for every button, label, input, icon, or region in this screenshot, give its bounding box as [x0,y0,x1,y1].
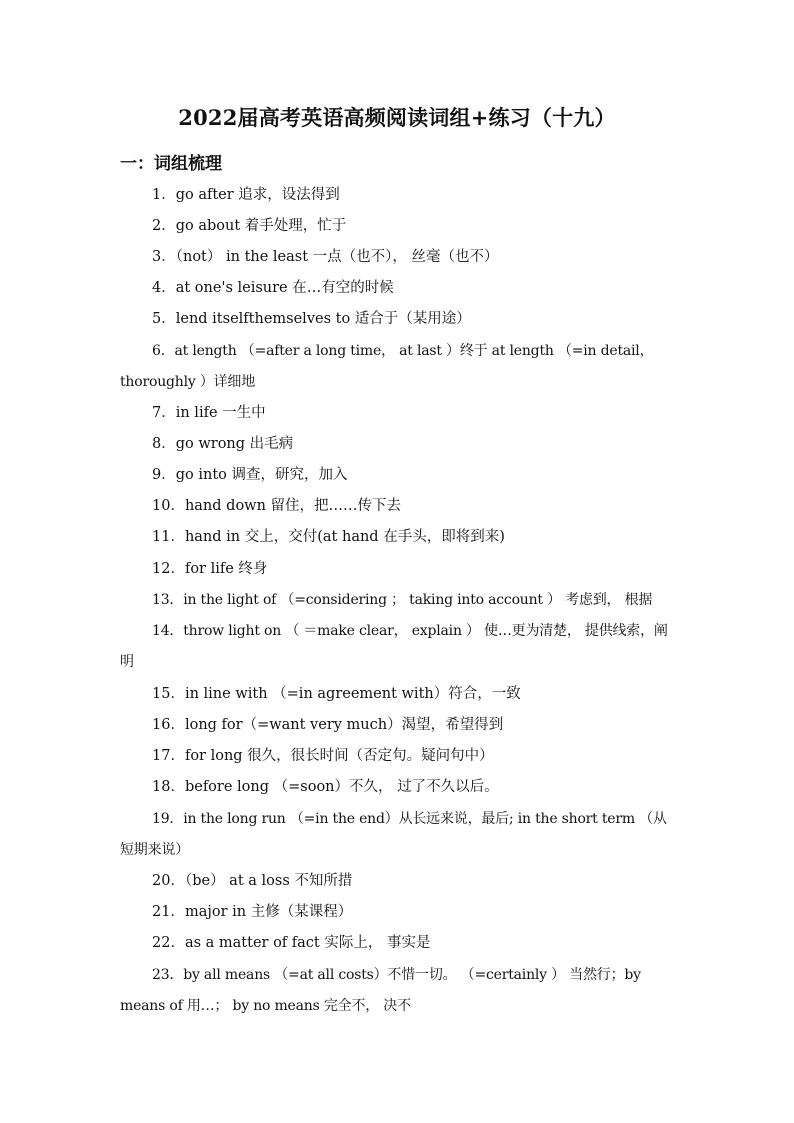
list-item: 18．before long （=soon）不久， 过了不久以后。 [152,779,499,795]
list-item: 15．in line with （=in agreement with）符合，一致 [152,686,521,702]
section-heading: 一：词组梳理 [120,154,222,174]
list-item: 10．hand down 留住，把……传下去 [152,498,402,514]
list-item: 1．go after 追求，设法得到 [152,187,340,203]
list-item: 16．long for（=want very much）渴望，希望得到 [152,717,504,733]
list-item: 19．in the long run （=in the end）从长远来说，最后; in the short term （从短期来说） [120,811,667,858]
list-item: 20．（be） at a loss 不知所措 [152,873,353,889]
list-item: 5．lend itselfthemselves to 适合于（某用途） [152,311,471,327]
list-item: 4．at one's leisure 在…有空的时候 [152,280,394,296]
list-item: 23．by all means （=at all costs）不惜一切。 （=certainly ） 当然行；by means of 用…； by no means 完全不， 决不 [120,967,641,1014]
list-item: 17．for long 很久，很长时间（否定句。疑问句中） [152,748,494,764]
list-item: 14．throw light on （ ＝make clear， explain ） 使…更为清楚， 提供线索，阐明 [120,623,668,670]
list-item: 22．as a matter of fact 实际上， 事实是 [152,935,431,951]
list-item: 21．major in 主修（某课程） [152,904,353,920]
list-item: 12．for life 终身 [152,561,268,577]
list-item: 9．go into 调查，研究，加入 [152,467,348,483]
list-item: 2．go about 着手处理，忙于 [152,218,347,234]
list-item: 3．（not） in the least 一点（也不）， 丝毫（也不） [152,249,499,265]
list-item: 13．in the light of （=considering ； taking into account ） 考虑到， 根据 [152,592,653,608]
list-item: 6．at length （=after a long time， at last ）终于 at length （=in detail，thoroughly ）详细地 [120,343,654,390]
list-item: 7．in life 一生中 [152,405,266,421]
page-title: 2022届高考英语高频阅读词组+练习（十九） [178,105,616,130]
list-item: 8．go wrong 出毛病 [152,436,294,452]
list-item: 11．hand in 交上，交付(at hand 在手头，即将到来) [152,529,505,545]
